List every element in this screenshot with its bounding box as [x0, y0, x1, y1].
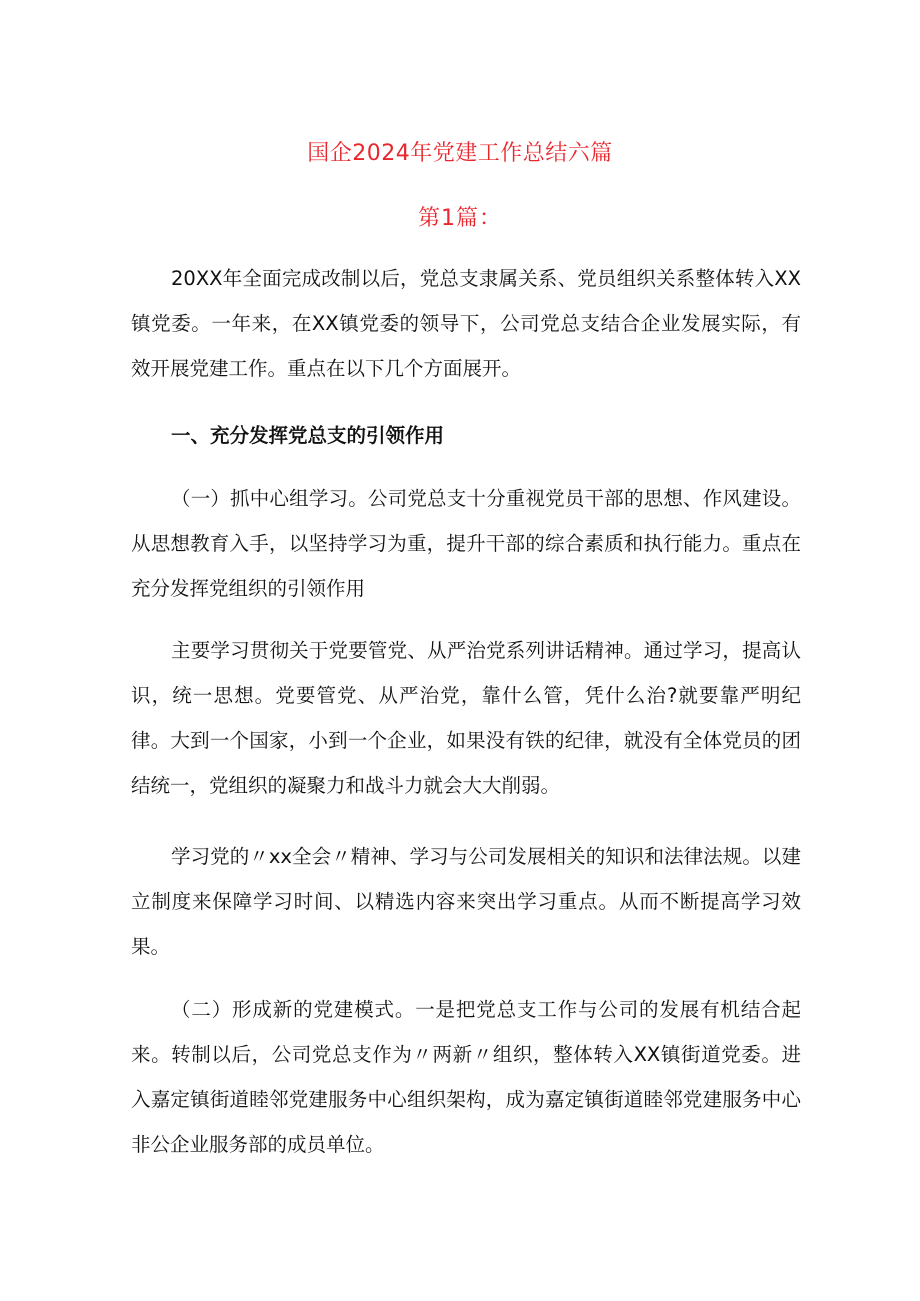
part-title: 第1篇： — [418, 206, 502, 231]
paragraph-study-plenary: 学习党的〃xx全会〃精神、学习与公司发展相关的知识和法律法规。以建立制度来保障学习时间、以精选内容来突出学习重点。从而不断提高学习效果。 — [131, 845, 801, 958]
section-heading: 一、充分发挥党总支的引领作用 — [171, 424, 445, 447]
paragraph-study-group: （一）抓中心组学习。公司党总支十分重视党员干部的思想、作风建设。从思想教育入手，以坚持学习为重，提升干部的综合素质和执行能力。重点在充分发挥党组织的引领作用 — [131, 487, 801, 600]
paragraph-party-model: （二）形成新的党建模式。一是把党总支工作与公司的发展有机结合起来。转制以后，公司党总支作为〃两新〃组织，整体转入XX镇街道党委。进入嘉定镇街道睦邻党建服务中心组织架构，成为嘉定镇街道睦邻党建服务中心非公企业服务部的成员单位。 — [131, 998, 801, 1156]
document-title: 国企2024年党建工作总结六篇 — [307, 141, 613, 166]
paragraph-discipline: 主要学习贯彻关于党要管党、从严治党系列讲话精神。通过学习，提高认识，统一思想。党要管党、从严治党，靠什么管，凭什么治?就要靠严明纪律。大到一个国家，小到一个企业，如果没有铁的纪律，就没有全体党员的团结统一，党组织的凝聚力和战斗力就会大大削弱。 — [131, 639, 801, 797]
intro-paragraph: 20XX年全面完成改制以后，党总支隶属关系、党员组织关系整体转入XX镇党委。一年来，在XX镇党委的领导下，公司党总支结合企业发展实际，有效开展党建工作。重点在以下几个方面展开。 — [131, 267, 801, 380]
